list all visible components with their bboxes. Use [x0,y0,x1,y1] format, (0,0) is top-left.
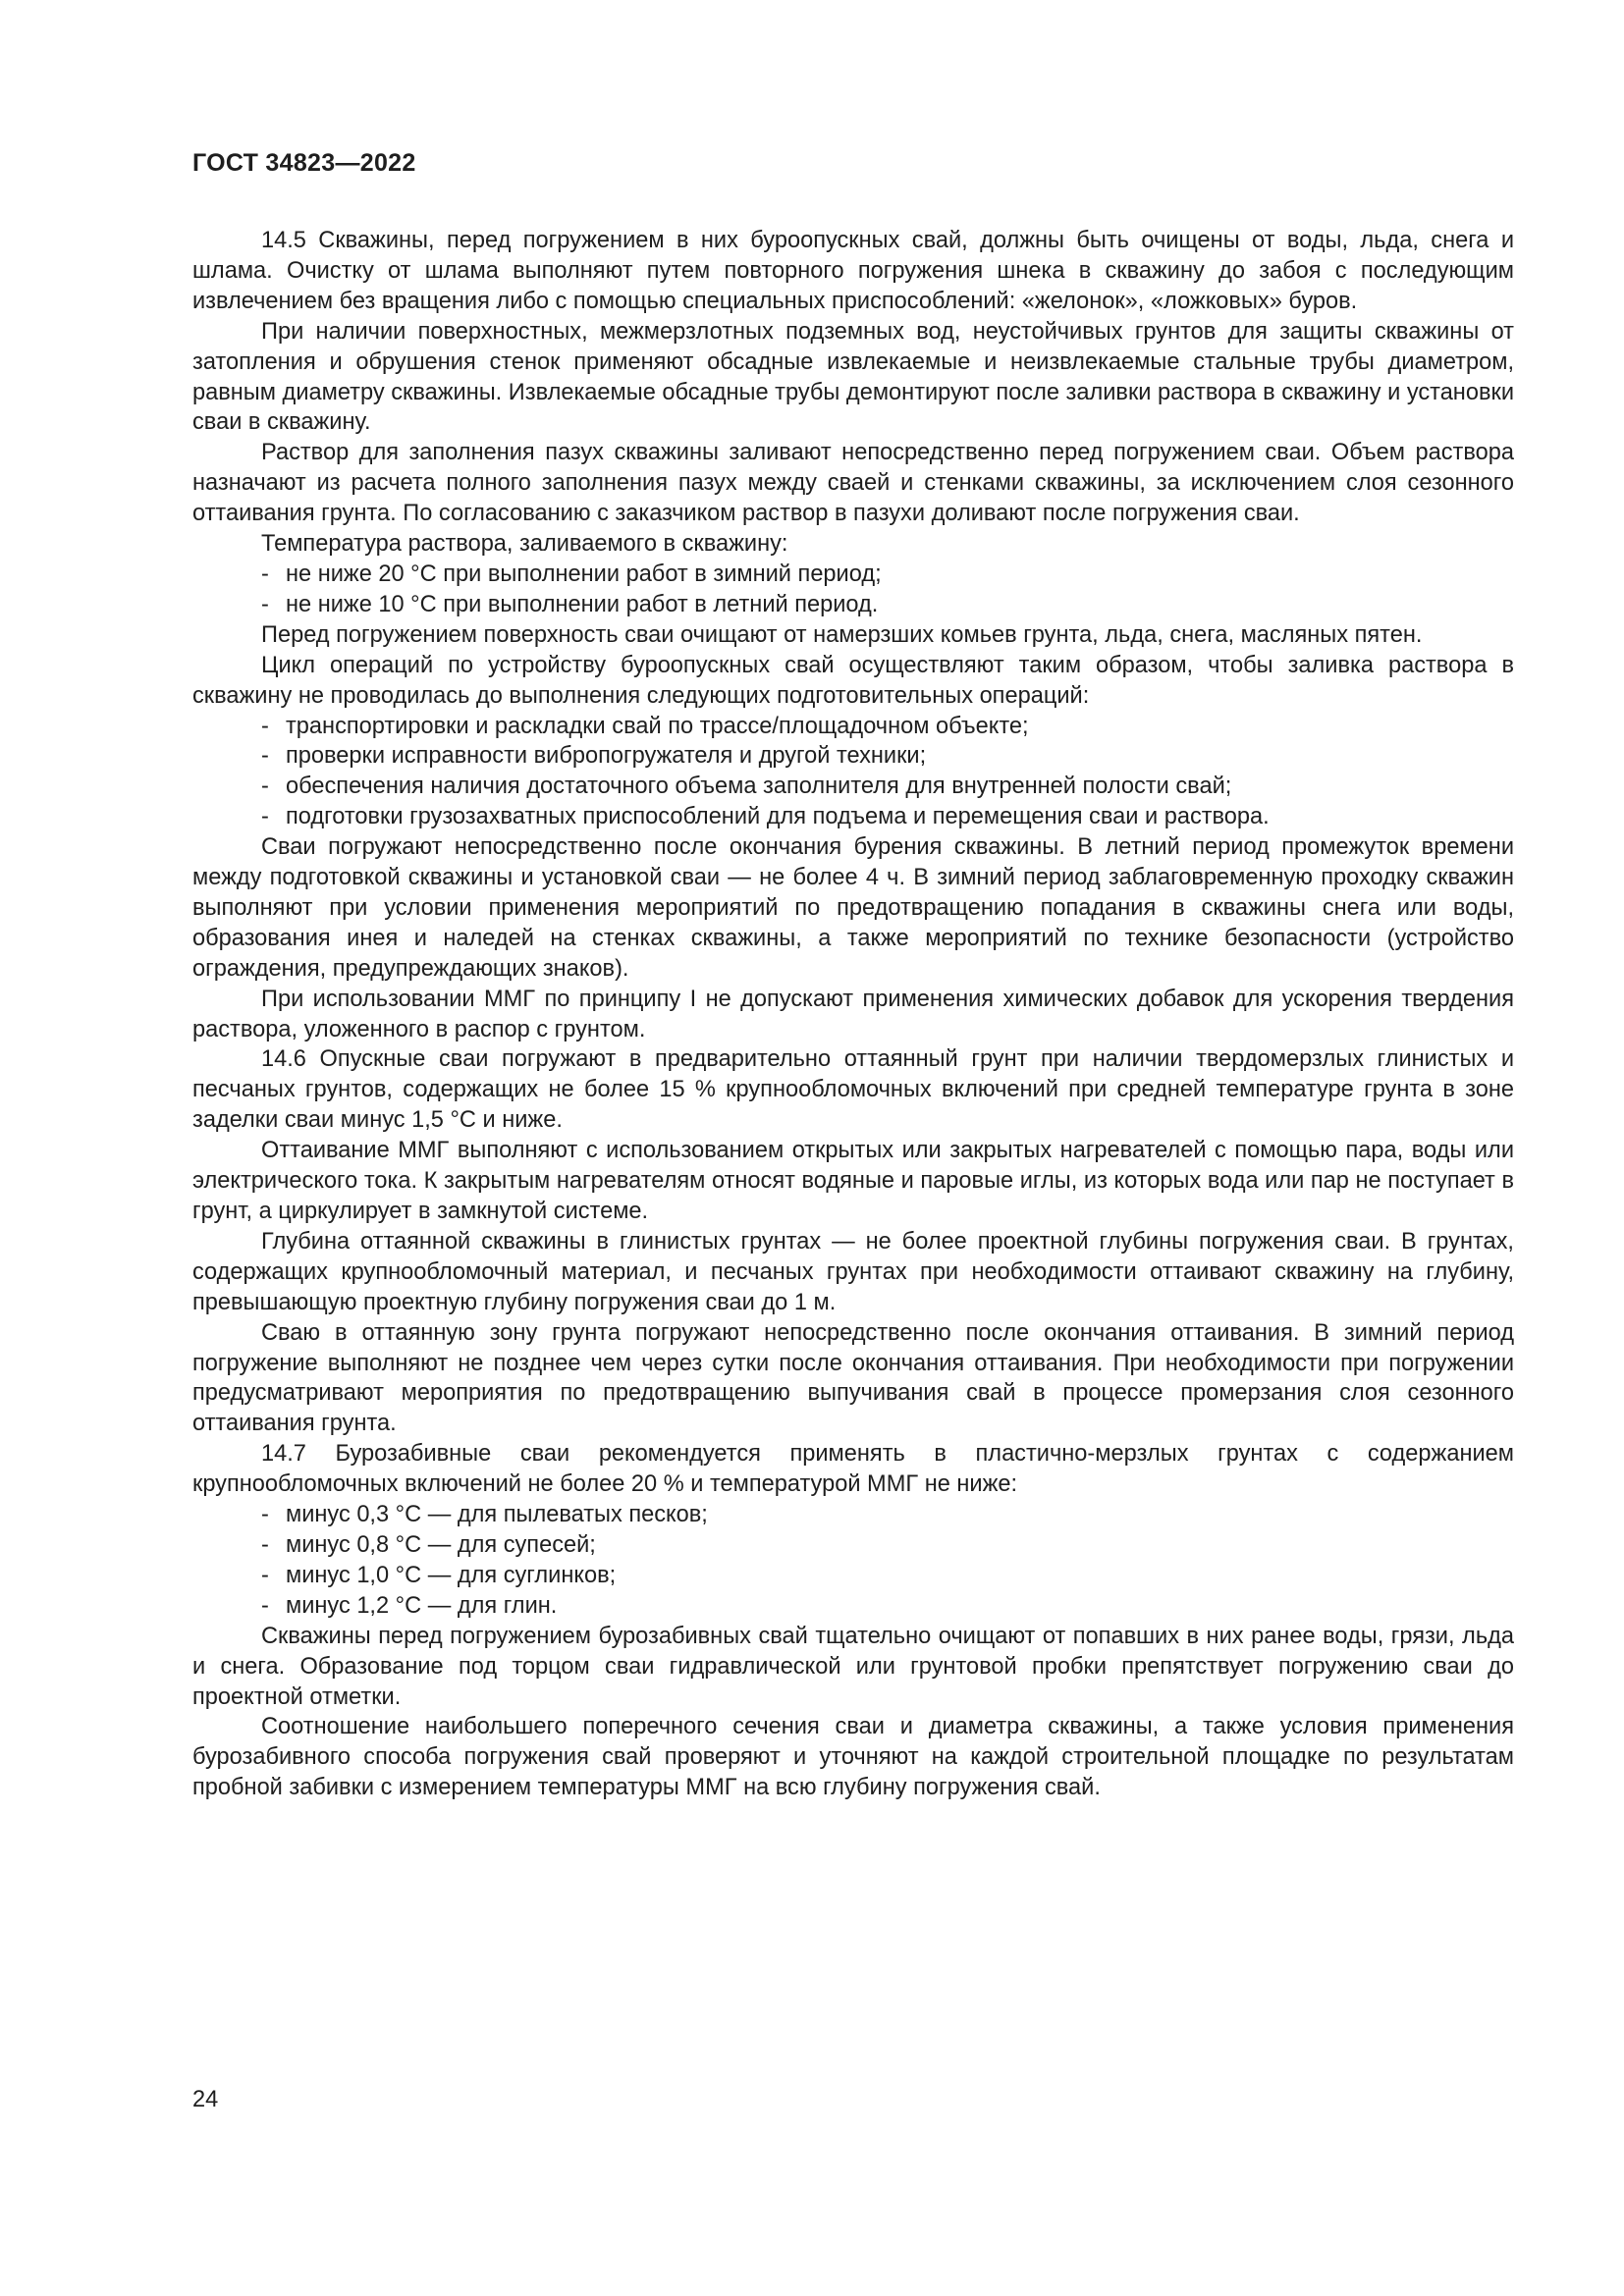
list-item [192,1530,1514,1561]
list-item-text: минус 1,0 °С — для суглинков; [286,1562,617,1588]
list-dash: - [261,713,269,739]
paragraph: Оттаивание ММГ выполняют с использованием открытых или закрытых нагревателей с помощью пара, воды или электрического тока. К закрытым нагревателям относят водяные и паровые иглы, из которых вода или пар не поступает в грунт, а циркулирует в замкнутой системе. [192,1138,1514,1224]
list-item-text: минус 0,3 °С — для пылеватых песков; [286,1502,708,1528]
list-item-text: минус 1,2 °С — для глин. [286,1592,558,1619]
list-dash: - [261,1502,269,1528]
paragraph: Температура раствора, заливаемого в скважину: [261,531,788,558]
list-item [192,772,1514,802]
page-number: 24 [192,2087,219,2112]
list-item [192,712,1514,742]
list-dash: - [261,743,269,770]
list-item [192,1500,1514,1530]
list-item [192,802,1514,832]
paragraph: Соотношение наибольшего поперечного сечения сваи и диаметра скважины, а также условия применения бурозабивного способа погружения свай проверяют и уточняют на каждой строительной площадке по результатам пробной забивки с измерением температуры ММГ на всю глубину погружения свай. [192,1714,1514,1801]
list-item [192,590,1514,620]
paragraph: Перед погружением поверхность сваи очищают от намерзших комьев грунта, льда, снега, масляных пятен. [261,621,1423,648]
list-item-text: транспортировки и раскладки свай по трассе/площадочном объекте; [286,713,1029,739]
list-dash: - [261,1562,269,1588]
paragraph: Раствор для заполнения пазух скважины заливают непосредственно перед погружением сваи. Объем раствора назначают из расчета полного заполнения пазух между сваей и стенками скважины, за исключением слоя сезонного оттаивания грунта. По согласованию с заказчиком раствор в пазухи доливают после погружения сваи. [192,440,1514,527]
paragraph: Глубина оттаянной скважины в глинистых грунтах — не более проектной глубины погружения сваи. В грунтах, содержащих крупнообломочный материал, и песчаных грунтах при необходимости оттаивают скважину на глубину, превышающую проектную глубину погружения сваи до 1 м. [192,1228,1514,1315]
list-item-text: не ниже 20 °С при выполнении работ в зимний период; [286,561,882,587]
paragraph: Сваи погружают непосредственно после окончания бурения скважины. В летний период промежуток времени между подготовкой скважины и установкой сваи — не более 4 ч. В зимний период заблаговременную проходку скважин выполняют при условии применения мероприятий по предотвращению попадания в скважины снега или воды, образования инея и наледей на стенках скважины, а также мероприятий по технике безопасности (устройство ограждения, предупреждающих знаков). [192,834,1514,982]
list-dash: - [261,561,269,587]
list-dash: - [261,1531,269,1558]
list-dash: - [261,774,269,800]
paragraph: Цикл операций по устройству буроопускных свай осуществляют таким образом, чтобы заливка раствора в скважину не проводилась до выполнения следующих подготовительных операций: [192,652,1514,709]
document-body [192,226,1514,1803]
list-dash: - [261,591,269,617]
list-item [192,1561,1514,1591]
list-item-text: минус 0,8 °С — для супесей; [286,1531,596,1558]
operations-list [192,712,1514,833]
paragraph: 14.7 Бурозабивные сваи рекомендуется применять в пластично-мерзлых грунтах с содержанием крупнообломочных включений не более 20 % и температурой ММГ не ниже: [192,1441,1514,1498]
document-header: ГОСТ 34823—2022 [192,149,416,177]
paragraph: При использовании ММГ по принципу I не допускают применения химических добавок для ускорения твердения раствора, уложенного в распор с грунтом. [192,986,1514,1042]
list-item [192,560,1514,590]
list-item-text: проверки исправности вибропогружателя и другой техники; [286,743,927,770]
paragraph: Скважины перед погружением бурозабивных свай тщательно очищают от попавших в них ранее воды, грязи, льда и снега. Образование под торцом сваи гидравлической или грунтовой пробки препятствует погружению сваи до проектной отметки. [192,1623,1514,1710]
soil-temperature-list [192,1500,1514,1622]
list-item-text: обеспечения наличия достаточного объема заполнителя для внутренней полости свай; [286,774,1232,800]
list-item [192,741,1514,772]
paragraph: 14.6 Опускные сваи погружают в предварительно оттаянный грунт при наличии твердомерзлых глинистых и песчаных грунтов, содержащих не более 15 % крупнообломочных включений при средней температуре грунта в зоне заделки сваи минус 1,5 °С и ниже. [192,1046,1514,1134]
list-item [192,1591,1514,1622]
temperature-list [192,560,1514,620]
paragraph: Сваю в оттаянную зону грунта погружают непосредственно после окончания оттаивания. В зимний период погружение выполняют не позднее чем через сутки после окончания оттаивания. При необходимости при погружении предусматривают мероприятия по предотвращению выпучивания свай в процессе промерзания слоя сезонного оттаивания грунта. [192,1319,1514,1437]
paragraph: 14.5 Скважины, перед погружением в них буроопускных свай, должны быть очищены от воды, льда, снега и шлама. Очистку от шлама выполняют путем повторного погружения шнека в скважину до забоя с последующим извлечением без вращения либо с помощью специальных приспособлений: «желонок», «ложковых» буров. [192,228,1514,314]
paragraph: При наличии поверхностных, межмерзлотных подземных вод, неустойчивых грунтов для защиты скважины от затопления и обрушения стенок применяют обсадные извлекаемые и неизвлекаемые стальные трубы диаметром, равным диаметру скважины. Извлекаемые обсадные трубы демонтируют после заливки раствора в скважину и установки сваи в скважину. [192,318,1514,436]
list-dash: - [261,804,269,830]
list-item-text: подготовки грузозахватных приспособлений для подъема и перемещения сваи и раствора. [286,804,1270,830]
list-dash: - [261,1592,269,1619]
list-item-text: не ниже 10 °С при выполнении работ в летний период. [286,591,879,617]
